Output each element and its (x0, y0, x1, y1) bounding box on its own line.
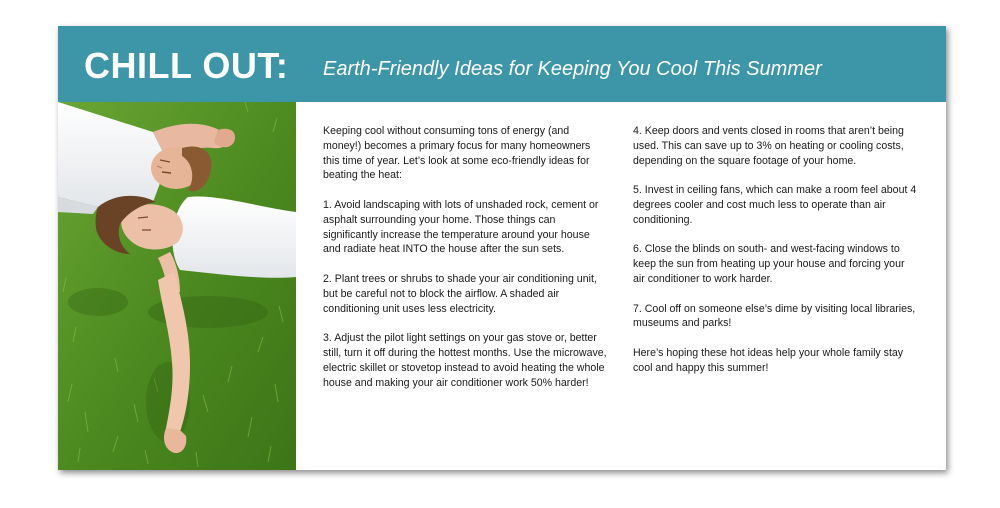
article-paragraph: 1. Avoid landscaping with lots of unshaded rock, cement or asphalt surrounding your home. Those things can significantly increase the temperature around your house and radiate heat INTO the house after the sun sets. (323, 198, 599, 256)
article-paragraph: Here’s hoping these hot ideas help your whole family stay cool and happy this summer! (633, 346, 904, 374)
page-subtitle: Earth-Friendly Ideas for Keeping You Cool This Summer (323, 58, 822, 80)
header-banner (58, 26, 946, 102)
article-paragraph: 5. Invest in ceiling fans, which can make a room feel about 4 degrees cooler and cost much less to operate than air conditioning. (633, 184, 917, 226)
article-column-left (323, 124, 608, 405)
article-paragraph: Keeping cool without consuming tons of energy (and money!) becomes a primary focus for many homeowners this time of year. Let’s look at some eco-friendly ideas for beating the heat: (323, 125, 591, 182)
article-paragraph: 2. Plant trees or shrubs to shade your air conditioning unit, but be careful not to block the airflow. A shaded air conditioning unit uses less electricity. (323, 272, 597, 315)
newsletter-page (58, 26, 946, 470)
article-paragraph: 4. Keep doors and vents closed in rooms that aren’t being used. This can save up to 3% on heating or cooling costs, depending on the square footage of your home. (633, 125, 904, 167)
article-column-right (633, 124, 918, 390)
couple-lying-on-grass-photo (58, 102, 296, 470)
article-paragraph: 6. Close the blinds on south- and west-facing windows to keep the sun from heating up your house and forcing your air conditioner to work harder. (633, 243, 905, 285)
page-title: CHILL OUT: (84, 45, 289, 86)
article-paragraph: 7. Cool off on someone else’s dime by visiting local libraries, museums and parks! (633, 302, 916, 330)
article-paragraph: 3. Adjust the pilot light settings on your gas stove or, better still, turn it off during the hottest months. Use the microwave, electric skillet or stovetop instead to avoid heating the whole house and making your air conditioner work 50% harder! (323, 332, 607, 389)
